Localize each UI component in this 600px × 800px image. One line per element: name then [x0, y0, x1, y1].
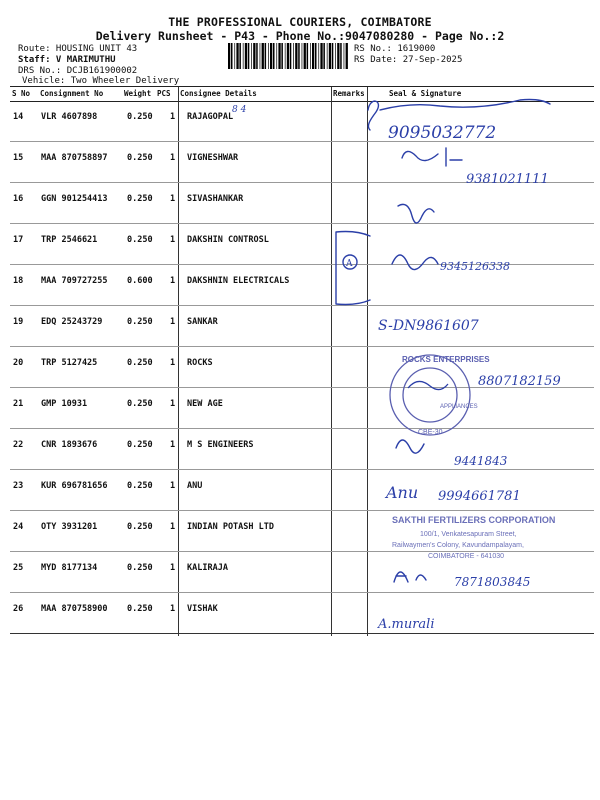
cell-pcs: 1 [170, 317, 176, 327]
cell-consignment: TRP 5127425 [41, 358, 98, 368]
cell-weight: 0.250 [127, 235, 153, 245]
stamp-sakthi-name: SAKTHI FERTILIZERS CORPORATION [392, 515, 556, 525]
cell-pcs: 1 [170, 358, 176, 368]
table-row [10, 100, 594, 142]
cell-sno: 24 [13, 522, 24, 532]
cell-sno: 26 [13, 604, 24, 614]
col-weight: Weight [124, 89, 152, 98]
cell-consignment: OTY 3931201 [41, 522, 98, 532]
handwritten-phone-15: 9381021111 [466, 172, 549, 187]
barcode-bar [307, 43, 309, 69]
cell-weight: 0.250 [127, 440, 153, 450]
company-title: THE PROFESSIONAL COURIERS, COIMBATORE [168, 15, 432, 29]
cell-pcs: 1 [170, 399, 176, 409]
table-row [10, 551, 594, 593]
barcode-bar [295, 43, 297, 69]
barcode-bar [344, 43, 345, 69]
staff-label: Staff: V MARIMUTHU [18, 55, 116, 65]
remarks-mark: A [346, 259, 353, 269]
barcode-bar [327, 43, 328, 69]
cell-consignee: SIVASHANKAR [187, 194, 244, 204]
cell-sno: 14 [13, 112, 24, 122]
barcode-bar [346, 43, 348, 69]
cell-consignment: CNR 1893676 [41, 440, 98, 450]
barcode-bar [320, 43, 322, 69]
cell-pcs: 1 [170, 112, 176, 122]
stamp-sakthi-addr2: Railwaymen's Colony, Kavundampalayam, [392, 542, 524, 549]
handwritten-phone-25: 7871803845 [454, 575, 531, 589]
cell-consignment: EDQ 25243729 [41, 317, 103, 327]
cell-sno: 16 [13, 194, 24, 204]
col-consignee: Consignee Details [180, 89, 257, 98]
cell-consignment: KUR 696781656 [41, 481, 108, 491]
table-row [10, 305, 594, 347]
barcode-bar [318, 43, 319, 69]
barcode-bar [315, 43, 317, 69]
cell-weight: 0.250 [127, 399, 153, 409]
barcode-bar [248, 43, 250, 69]
rs-date: RS Date: 27-Sep-2025 [354, 55, 463, 65]
cell-consignee: VISHAK [187, 604, 218, 614]
cell-sno: 17 [13, 235, 24, 245]
barcode-image [228, 43, 348, 69]
barcode-bar [293, 43, 294, 69]
barcode-bar [323, 43, 325, 69]
col-pcs: PCS [157, 89, 171, 98]
barcode-bar [253, 43, 255, 69]
barcode-bar [234, 43, 235, 69]
cell-consignee: M S ENGINEERS [187, 440, 254, 450]
barcode-bar [262, 43, 264, 69]
cell-consignee: INDIAN POTASH LTD [187, 522, 274, 532]
cell-sno: 20 [13, 358, 24, 368]
handwritten-phone-23: 9994661781 [438, 489, 521, 504]
barcode-bar [265, 43, 267, 69]
cell-pcs: 1 [170, 481, 176, 491]
barcode-bar [245, 43, 247, 69]
table-row [10, 510, 594, 552]
barcode-bar [335, 43, 336, 69]
cell-sno: 23 [13, 481, 24, 491]
barcode-bar [273, 43, 275, 69]
cell-weight: 0.250 [127, 563, 153, 573]
barcode-bar [298, 43, 300, 69]
cell-consignee: KALIRAJA [187, 563, 228, 573]
cell-consignee: ANU [187, 481, 203, 491]
handwritten-note-14: 8 4 [232, 105, 247, 115]
barcode-bar [290, 43, 292, 69]
barcode-bar [281, 43, 283, 69]
cell-sno: 15 [13, 153, 24, 163]
barcode-bar [332, 43, 334, 69]
barcode-bar [270, 43, 272, 69]
cell-weight: 0.250 [127, 153, 153, 163]
cell-weight: 0.250 [127, 481, 153, 491]
barcode-bar [278, 43, 280, 69]
runsheet-subtitle: Delivery Runsheet - P43 - Phone No.:9047080280 - Page No.:2 [95, 29, 505, 43]
cell-consignee: DAKSHIN CONTROSL [187, 235, 269, 245]
col-seal-signature: Seal & Signature [389, 89, 462, 98]
cell-weight: 0.600 [127, 276, 153, 286]
cell-weight: 0.250 [127, 604, 153, 614]
cell-weight: 0.250 [127, 358, 153, 368]
barcode-bar [251, 43, 252, 69]
table-row [10, 428, 594, 470]
barcode-bar [304, 43, 306, 69]
cell-pcs: 1 [170, 563, 176, 573]
barcode-bar [287, 43, 289, 69]
cell-consignee: VIGNESHWAR [187, 153, 239, 163]
stamp-sakthi-addr3: COIMBATORE - 641030 [428, 553, 504, 560]
barcode-bar [337, 43, 339, 69]
cell-consignment: VLR 4607898 [41, 112, 98, 122]
barcode-bar [329, 43, 331, 69]
barcode-bar [276, 43, 277, 69]
cell-pcs: 1 [170, 194, 176, 204]
cell-consignment: MYD 8177134 [41, 563, 98, 573]
cell-sno: 21 [13, 399, 24, 409]
drs-label: DRS No.: DCJB161900002 [18, 66, 138, 76]
table-row [10, 469, 594, 511]
cell-consignee: SANKAR [187, 317, 218, 327]
cell-consignment: MAA 870758897 [41, 153, 108, 163]
stamp-rocks-inner: APPLIANCES [440, 404, 478, 410]
barcode-bar [228, 43, 230, 69]
barcode-bar [302, 43, 303, 69]
cell-sno: 19 [13, 317, 24, 327]
vehicle-label: Vehicle: Two Wheeler Delivery [22, 76, 180, 86]
barcode-bar [260, 43, 261, 69]
cell-consignee: RAJAGOPAL [187, 112, 234, 122]
table-row [10, 387, 594, 429]
table-row [10, 141, 594, 183]
barcode-bar [340, 43, 342, 69]
cell-consignee: DAKSHNIN ELECTRICALS [187, 276, 290, 286]
cell-consignee: NEW AGE [187, 399, 223, 409]
handwritten-phone-22: 9441843 [454, 454, 508, 468]
barcode-bar [268, 43, 269, 69]
handwritten-name-19: S-DN9861607 [378, 318, 479, 334]
stamp-rocks-outer: ROCKS ENTERPRISES [402, 355, 490, 364]
cell-pcs: 1 [170, 235, 176, 245]
table-row [10, 223, 594, 265]
cell-pcs: 1 [170, 522, 176, 532]
cell-pcs: 1 [170, 153, 176, 163]
col-remarks: Remarks [333, 89, 365, 98]
cell-consignment: GMP 10931 [41, 399, 88, 409]
cell-pcs: 1 [170, 604, 176, 614]
stamp-sakthi-addr1: 100/1, Venkatesapuram Street, [420, 531, 517, 538]
cell-sno: 25 [13, 563, 24, 573]
handwritten-phone-18: 9345126338 [440, 260, 510, 273]
cell-consignment: MAA 870758900 [41, 604, 108, 614]
route-label: Route: HOUSING UNIT 43 [18, 44, 138, 54]
cell-pcs: 1 [170, 276, 176, 286]
rs-number: RS No.: 1619000 [354, 44, 436, 54]
table-row [10, 264, 594, 306]
handwritten-name-23: Anu [386, 483, 419, 502]
barcode-bar [236, 43, 238, 69]
barcode-bar [310, 43, 311, 69]
cell-consignment: GGN 901254413 [41, 194, 108, 204]
barcode-bar [243, 43, 244, 69]
cell-consignment: MAA 709727255 [41, 276, 108, 286]
cell-weight: 0.250 [127, 522, 153, 532]
cell-consignee: ROCKS [187, 358, 213, 368]
cell-weight: 0.250 [127, 112, 153, 122]
table-row [10, 346, 594, 388]
barcode-bar [256, 43, 258, 69]
barcode-bar [285, 43, 286, 69]
cell-weight: 0.250 [127, 317, 153, 327]
cell-weight: 0.250 [127, 194, 153, 204]
handwritten-phone-20: 8807182159 [478, 374, 561, 389]
cell-sno: 22 [13, 440, 24, 450]
stamp-rocks-city: CBE-30 [418, 429, 443, 436]
handwritten-sign-26: A.murali [378, 617, 435, 632]
cell-pcs: 1 [170, 440, 176, 450]
cell-consignment: TRP 2546621 [41, 235, 98, 245]
barcode-bar [239, 43, 241, 69]
cell-sno: 18 [13, 276, 24, 286]
col-consignment: Consignment No [40, 89, 104, 98]
barcode-bar [231, 43, 233, 69]
barcode-bar [312, 43, 314, 69]
col-sno: S No [12, 89, 31, 98]
handwritten-phone-14: 9095032772 [388, 123, 497, 143]
table-row [10, 592, 594, 634]
table-row [10, 182, 594, 224]
